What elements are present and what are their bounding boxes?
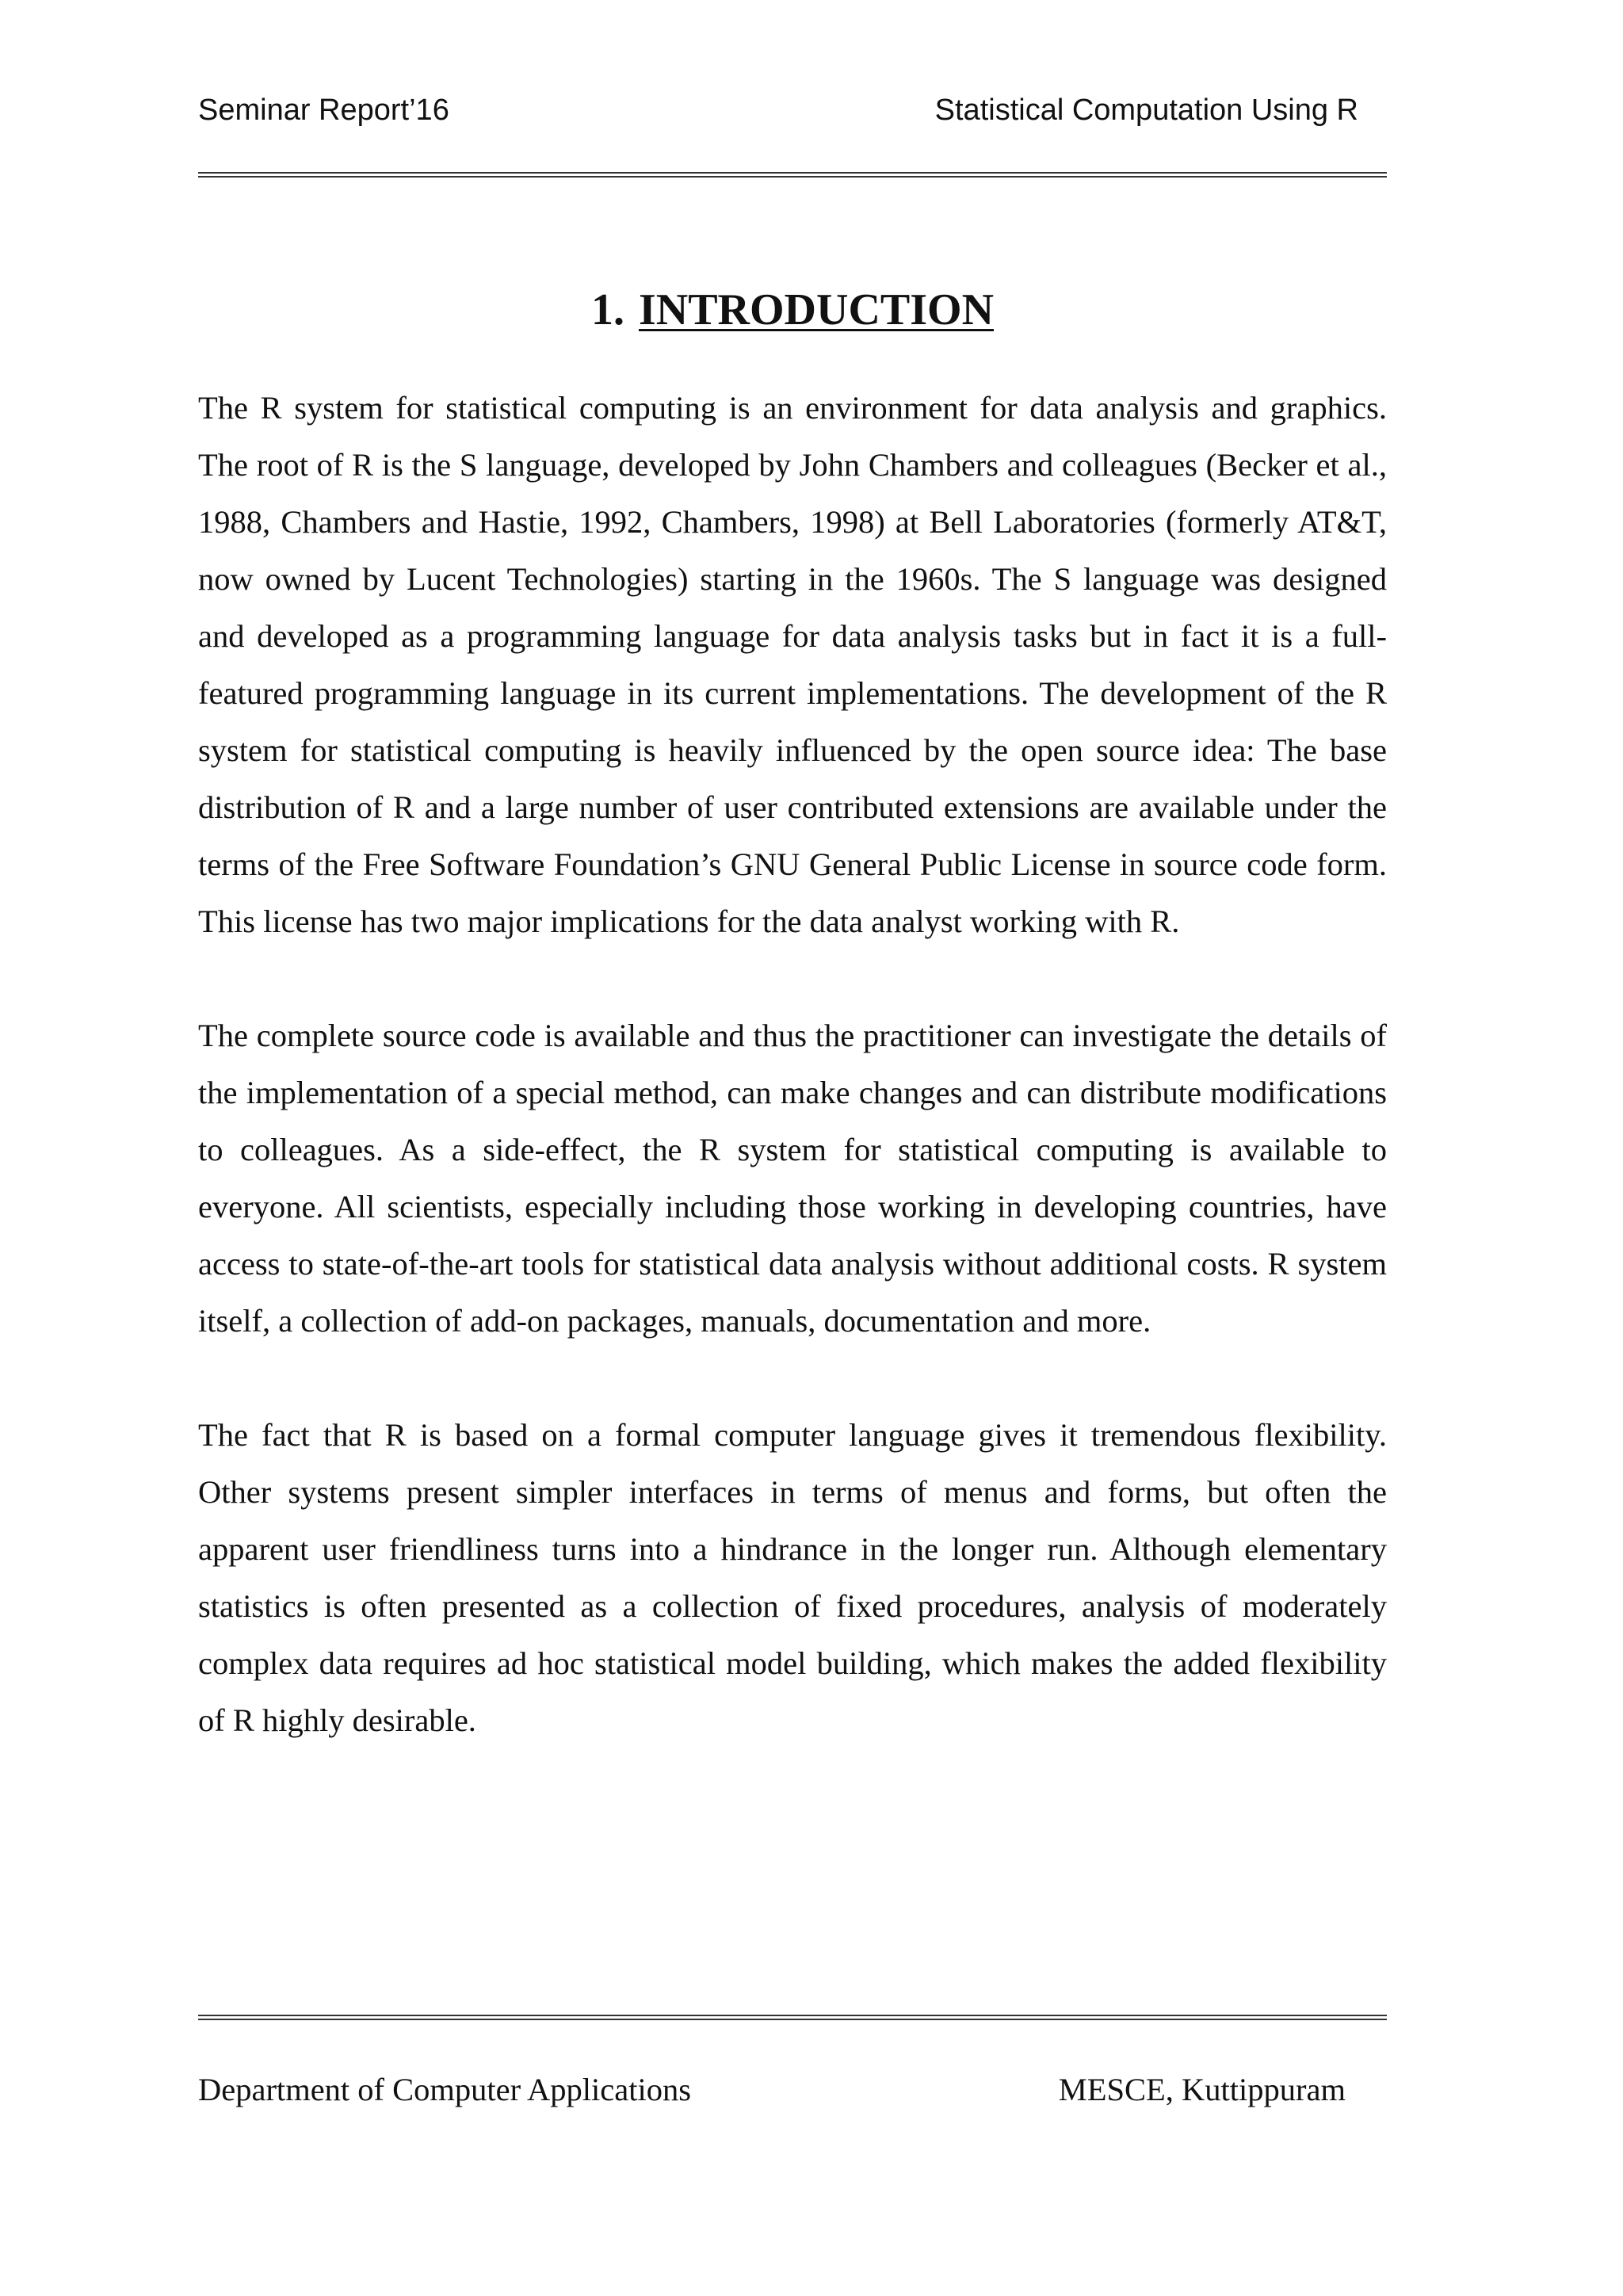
header-topic-label: Statistical Computation Using R [934, 94, 1358, 127]
footer-divider [198, 2015, 1387, 2020]
chapter-heading: INTRODUCTION [638, 285, 995, 334]
chapter-title [198, 282, 1387, 338]
header-divider [198, 172, 1387, 178]
chapter-number: 1. [590, 285, 624, 334]
footer-institution: MESCE, Kuttippuram [1058, 2072, 1346, 2107]
body-text [198, 380, 1387, 1806]
paragraph: The R system for statistical computing is an environment for data analysis and graphics. The root of R is the S language, developed by John Chambers and colleagues (Becker et al., 1988, Chambers and Hastie, 1992, Chambers, 1998) at Bell Laboratories (formerly AT&T, now owned by Lucent Technologies) starting in the 1960s. The S language was designed and developed as a programming language for data analysis tasks but in fact it is a full-featured programming language in its current implementations. The development of the R system for statistical computing is heavily influenced by the open source idea: The base distribution of R and a large number of user contributed extensions are available under the terms of the Free Software Foundation’s GNU General Public License in source code form. This license has two major implications for the data analyst working with R. [198, 390, 1387, 939]
header-report-label: Seminar Report’16 [198, 94, 449, 127]
page-footer [198, 2071, 1387, 2118]
footer-department: Department of Computer Applications [198, 2072, 691, 2107]
paragraph: The fact that R is based on a formal computer language gives it tremendous flexibility. Other systems present simpler interfaces in terms of menus and forms, but often the apparent user friendliness turns into a hindrance in the longer run. Although elementary statistics is often presented as a collection of fixed procedures, analysis of moderately complex data requires ad hoc statistical model building, which makes the added flexibility of R highly desirable. [198, 1417, 1387, 1738]
page-header [198, 94, 1387, 141]
paragraph: The complete source code is available and thus the practitioner can investigate the details of the implementation of a special method, can make changes and can distribute modifications to colleagues. As a side-effect, the R system for statistical computing is available to everyone. All scientists, especially including those working in developing countries, have access to state-of-the-art tools for statistical data analysis without additional costs. R system itself, a collection of add-on packages, manuals, documentation and more. [198, 1018, 1387, 1339]
